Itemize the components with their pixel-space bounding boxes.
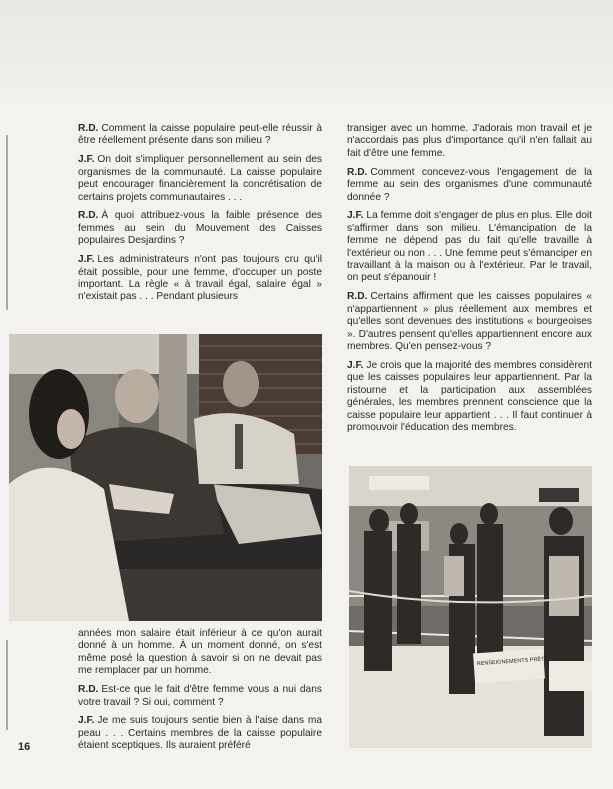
interview-paragraph: [78, 715, 322, 752]
top-shade: [0, 0, 613, 108]
page-number: 16: [18, 741, 31, 753]
paragraph-text: Les administrateurs n'ont pas toujours cru qu'il était possible, pour une femme, d'occuper un poste important. La règle « à travail égal, salaire égal » n'existait pas . . . Pendant plusieurs: [78, 254, 322, 303]
paragraph-text: Certains affirment que les caisses populaires « n'appartiennent » plus réellement aux membres et qu'elles sont devenues des institutions « bourgeoises ». D'autres pensent qu'elles appartiennent encore aux membres. Qu'en pensez-vous ?: [347, 291, 592, 352]
paragraph-text: Comment concevez-vous l'engagement de la femme au sein des organismes d'une communauté donnée ?: [347, 166, 592, 203]
meeting-photo: [9, 334, 322, 621]
interview-paragraph: [347, 291, 592, 353]
paragraph-text: On doit s'impliquer personnellement au sein des organismes de la communauté. La caisse populaire peut encourager financièrement la concrétisation de certains projets communautaires . . .: [78, 154, 322, 203]
speaker-initials: R.D.: [347, 291, 368, 303]
interview-paragraph: [78, 254, 322, 304]
paragraph-text: À quoi attribuez-vous la faible présence des femmes au sein du Mouvement des Caisses populaires Desjardins ?: [78, 210, 322, 247]
margin-rule: [6, 135, 8, 310]
interview-paragraph: [347, 167, 592, 204]
speaker-initials: J.F.: [347, 359, 364, 371]
interview-paragraph: [78, 123, 322, 148]
interview-paragraph: [78, 628, 322, 678]
margin-rule: [6, 640, 8, 730]
paragraph-text: années mon salaire était inférieur à ce qu'on aurait donné à un homme. À un moment donné, on s'est même posé la question à savoir si on ne devait pas me remplacer par un homme.: [78, 628, 322, 677]
caisse-lineup-photo: [349, 466, 592, 748]
speaker-initials: J.F.: [78, 154, 95, 166]
interview-paragraph: [78, 154, 322, 204]
paragraph-text: Comment la caisse populaire peut-elle réussir à être réellement présente dans son milieu ?: [78, 123, 322, 147]
speaker-initials: J.F.: [78, 715, 95, 727]
paragraph-text: Je crois que la majorité des membres considèrent que les caisses populaires leur appartiennent. Par la ristourne et la participation aux assemblées générales, les membres prennent conscience que la caisse populaire leur appartient . . . Il faut continuer à promouvoir l'éducation des membres.: [347, 359, 592, 433]
paragraph-text: transiger avec un homme. J'adorais mon travail et je n'accordais pas plus d'importance qu'il n'en fallait au fait d'être une femme.: [347, 123, 592, 159]
column-1-top-text: [78, 123, 322, 310]
interview-paragraph: [347, 360, 592, 434]
speaker-initials: J.F.: [347, 210, 364, 222]
column-2-text: [347, 123, 592, 441]
interview-paragraph: [78, 210, 322, 247]
paragraph-text: La femme doit s'engager de plus en plus. Elle doit s'affirmer dans son milieu. L'émancipation de la femme ne dépend pas du fait qu'elle travaille à l'extérieur ou non . . . Une femme peut s'émanciper en travaillant à la maison ou à l'extérieur. Par le travail, on peut s'épanouir !: [347, 210, 592, 284]
speaker-initials: R.D.: [78, 123, 99, 134]
interview-paragraph: [78, 684, 322, 709]
speaker-initials: J.F.: [78, 254, 95, 266]
paragraph-text: Je me suis toujours sentie bien à l'aise dans ma peau . . . Certains membres de la caisse populaire étaient sceptiques. Ils auraient préféré: [78, 715, 322, 752]
speaker-initials: R.D.: [78, 210, 99, 222]
speaker-initials: R.D.: [347, 166, 368, 178]
paragraph-text: Est-ce que le fait d'être femme vous a nui dans votre travail ? Si oui, comment ?: [78, 684, 322, 708]
column-1-bottom-text: [78, 628, 322, 759]
interview-paragraph: [347, 123, 592, 160]
interview-paragraph: [347, 210, 592, 284]
info-sign: RENSEIGNEMENTS PRÊTS: [476, 656, 549, 668]
speaker-initials: R.D.: [78, 684, 99, 696]
